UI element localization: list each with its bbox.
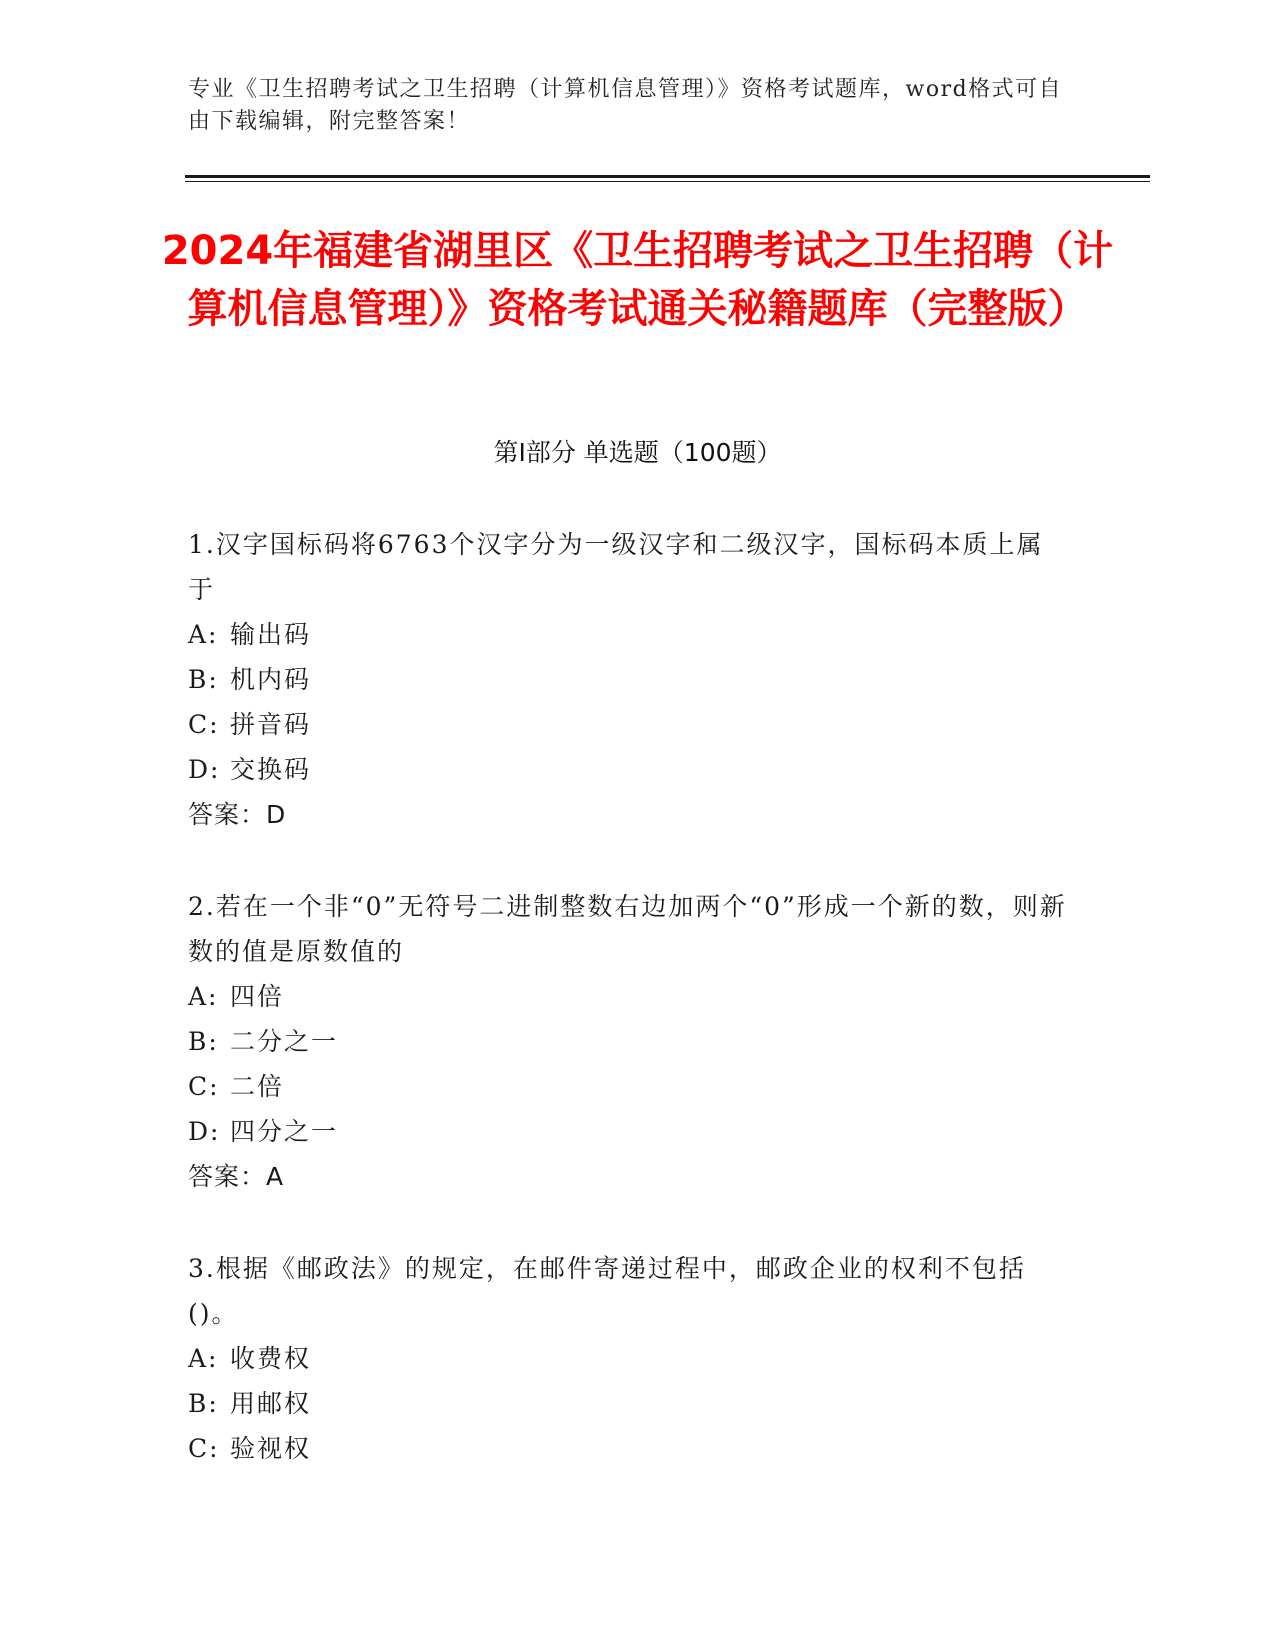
option-c bbox=[188, 1064, 1068, 1109]
question-stem: 3.根据《邮政法》的规定，在邮件寄递过程中，邮政企业的权利不包括()。 bbox=[188, 1254, 1026, 1328]
option-text: 二分之一 bbox=[230, 1027, 339, 1056]
option-c bbox=[188, 1426, 1068, 1471]
option-letter: D: bbox=[188, 1117, 221, 1146]
option-letter: B: bbox=[188, 665, 219, 694]
option-text: 用邮权 bbox=[230, 1389, 312, 1418]
option-letter: A: bbox=[188, 982, 219, 1011]
section-title: 第Ⅰ部分 单选题（100题） bbox=[493, 438, 782, 467]
answer-line: 答案：A bbox=[188, 1162, 285, 1191]
option-letter: D: bbox=[188, 755, 221, 784]
option-text: 机内码 bbox=[230, 665, 312, 694]
document-title: 2024年福建省湖里区《卫生招聘考试之卫生招聘（计算机信息管理）》资格考试通关秘籍题库（完整版） bbox=[161, 228, 1114, 332]
header-rule-thin bbox=[185, 181, 1150, 182]
option-b bbox=[188, 657, 1068, 702]
answer-line: 答案：D bbox=[188, 800, 287, 829]
option-a bbox=[188, 1336, 1068, 1381]
option-letter: C: bbox=[188, 1072, 220, 1101]
option-text: 输出码 bbox=[230, 620, 312, 649]
option-letter: A: bbox=[188, 1344, 219, 1373]
option-letter: C: bbox=[188, 710, 220, 739]
option-letter: B: bbox=[188, 1027, 219, 1056]
option-letter: C: bbox=[188, 1434, 220, 1463]
option-b bbox=[188, 1381, 1068, 1426]
question-3 bbox=[188, 1246, 1068, 1471]
option-letter: A: bbox=[188, 620, 219, 649]
option-text: 四倍 bbox=[230, 982, 285, 1011]
question-stem: 1.汉字国标码将6763个汉字分为一级汉字和二级汉字，国标码本质上属于 bbox=[188, 530, 1044, 604]
option-c bbox=[188, 702, 1068, 747]
option-text: 收费权 bbox=[230, 1344, 312, 1373]
option-text: 验视权 bbox=[230, 1434, 312, 1463]
option-d bbox=[188, 1109, 1068, 1154]
option-a bbox=[188, 612, 1068, 657]
header-rule-thick bbox=[185, 175, 1150, 178]
option-b bbox=[188, 1019, 1068, 1064]
header-note: 专业《卫生招聘考试之卫生招聘（计算机信息管理）》资格考试题库，word格式可自由下载编辑，附完整答案！ bbox=[188, 77, 1063, 134]
option-d bbox=[188, 747, 1068, 792]
question-stem: 2.若在一个非“0”无符号二进制整数右边加两个“0”形成一个新的数，则新数的值是原数值的 bbox=[188, 892, 1067, 966]
question-1 bbox=[188, 522, 1068, 837]
option-text: 拼音码 bbox=[230, 710, 312, 739]
option-a bbox=[188, 974, 1068, 1019]
question-2 bbox=[188, 884, 1068, 1199]
option-text: 二倍 bbox=[230, 1072, 285, 1101]
option-text: 交换码 bbox=[230, 755, 312, 784]
option-letter: B: bbox=[188, 1389, 219, 1418]
option-text: 四分之一 bbox=[230, 1117, 339, 1146]
